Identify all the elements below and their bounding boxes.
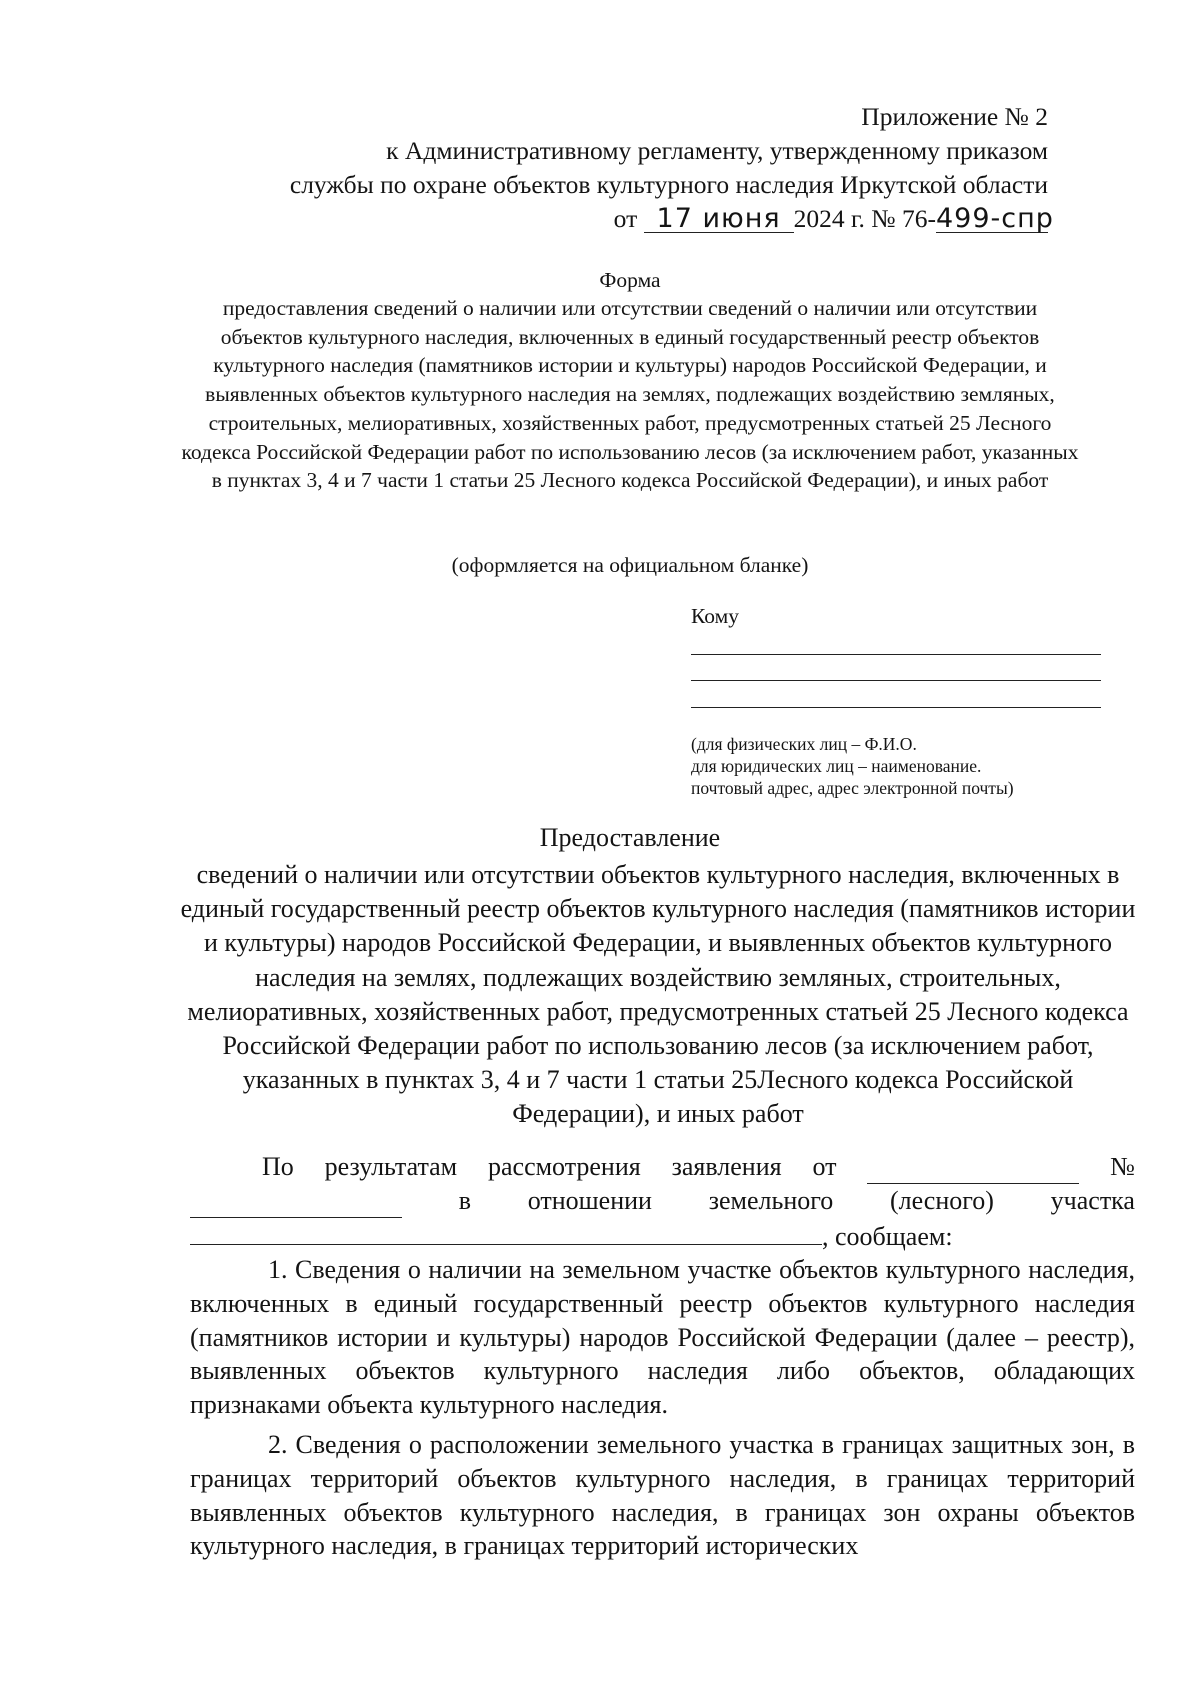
form-title: Форма [599,268,661,292]
statement-word: результатам [324,1152,458,1181]
statement-line-3 [190,1218,1135,1254]
handwritten-order-number: 499-спр [936,203,1054,234]
recipient-label: Кому [691,604,739,628]
recipient-line-2 [691,680,1101,681]
main-heading: Предоставление [539,823,721,852]
statement-word: участка [1050,1185,1135,1215]
statement-word: По [262,1152,294,1181]
recipient-hint-line-3: почтовый адрес, адрес электронной почты) [691,778,1014,798]
main-description: сведений о наличии или отсутствии объектов культурного наследия, включенных в единый государственный реестр объектов культурного наследия (памятников истории и культуры) народов Российской Федерации, и выявленных объектов культурного наследия на землях, подлежащих воздействию земляных, строительных, мелиоративных, хозяйственных работ, предусмотренных статьей 25 Лесного кодекса Российской Федерации работ по использованию лесов (за исключением работ, указанных в пунктах 3, 4 и 7 части 1 статьи 25Лесного кодекса Российской Федерации), и иных работ [180,860,1136,1129]
date-year-number: 2024 г. № 76- [793,204,936,233]
statement-word: земельного [708,1185,834,1215]
form-description: предоставления сведений о наличии или отсутствии сведений о наличии или отсутствии объектов культурного наследия, включенных в единый государственный реестр объектов культурного наследия (памятников истории и культуры) народов Российской Федерации, и выявленных объектов культурного наследия на землях, подлежащих воздействию земляных, строительных, мелиоративных, хозяйственных работ, предусмотренных статьей 25 Лесного кодекса Российской Федерации работ по использованию лесов (за исключением работ, указанных в пунктах 3, 4 и 7 части 1 статьи 25 Лесного кодекса Российской Федерации), и иных работ [181,296,1079,493]
statement-paragraph [190,1150,1135,1253]
statement-word: рассмотрения [487,1152,641,1181]
statement-word: № [1110,1152,1135,1181]
appendix-regulation: к Административному регламенту, утвержденному приказом [386,136,1048,165]
recipient-line-3 [691,707,1101,708]
recipient-hint-line-2: для юридических лиц – наименование. [691,756,982,776]
application-date-blank [867,1157,1079,1184]
recipient-hint [691,733,1014,799]
statement-word: от [812,1152,837,1181]
date-prefix: от [613,204,638,233]
statement-word: заявления [671,1152,782,1181]
official-blank-note: (оформляется на официальном бланке) [451,553,809,577]
statement-word: отношении [527,1185,652,1215]
statement-word: в [458,1185,471,1215]
appendix-date-row [290,202,1054,236]
statement-word: (лесного) [889,1185,994,1215]
statement-line-1 [190,1150,1135,1184]
statement-line-2 [190,1184,1135,1218]
recipient-line-1 [691,654,1101,655]
appendix-title: Приложение № 2 [861,102,1048,131]
handwritten-date: 17 июня [644,206,794,233]
item-2: 2. Сведения о расположении земельного участка в границах защитных зон, в границах территорий объектов культурного наследия, в границах территорий выявленных объектов культурного наследия, в границах зон охраны объектов культурного наследия, в границах территорий исторических [190,1430,1135,1561]
appendix-header [289,100,1054,236]
land-plot-blank [190,1218,822,1245]
item-1: 1. Сведения о наличии на земельном участке объектов культурного наследия, включенных в единый государственный реестр объектов культурного наследия (памятников истории и культуры) народов Российской Федерации (далее – реестр), выявленных объектов культурного наследия либо объектов, обладающих признаками объекта культурного наследия. [190,1255,1135,1420]
recipient-hint-line-1: (для физических лиц – Ф.И.О. [691,734,917,754]
application-number-blank [190,1191,402,1218]
appendix-service: службы по охране объектов культурного наследия Иркутской области [289,170,1048,199]
statement-word: , сообщаем: [822,1221,953,1251]
